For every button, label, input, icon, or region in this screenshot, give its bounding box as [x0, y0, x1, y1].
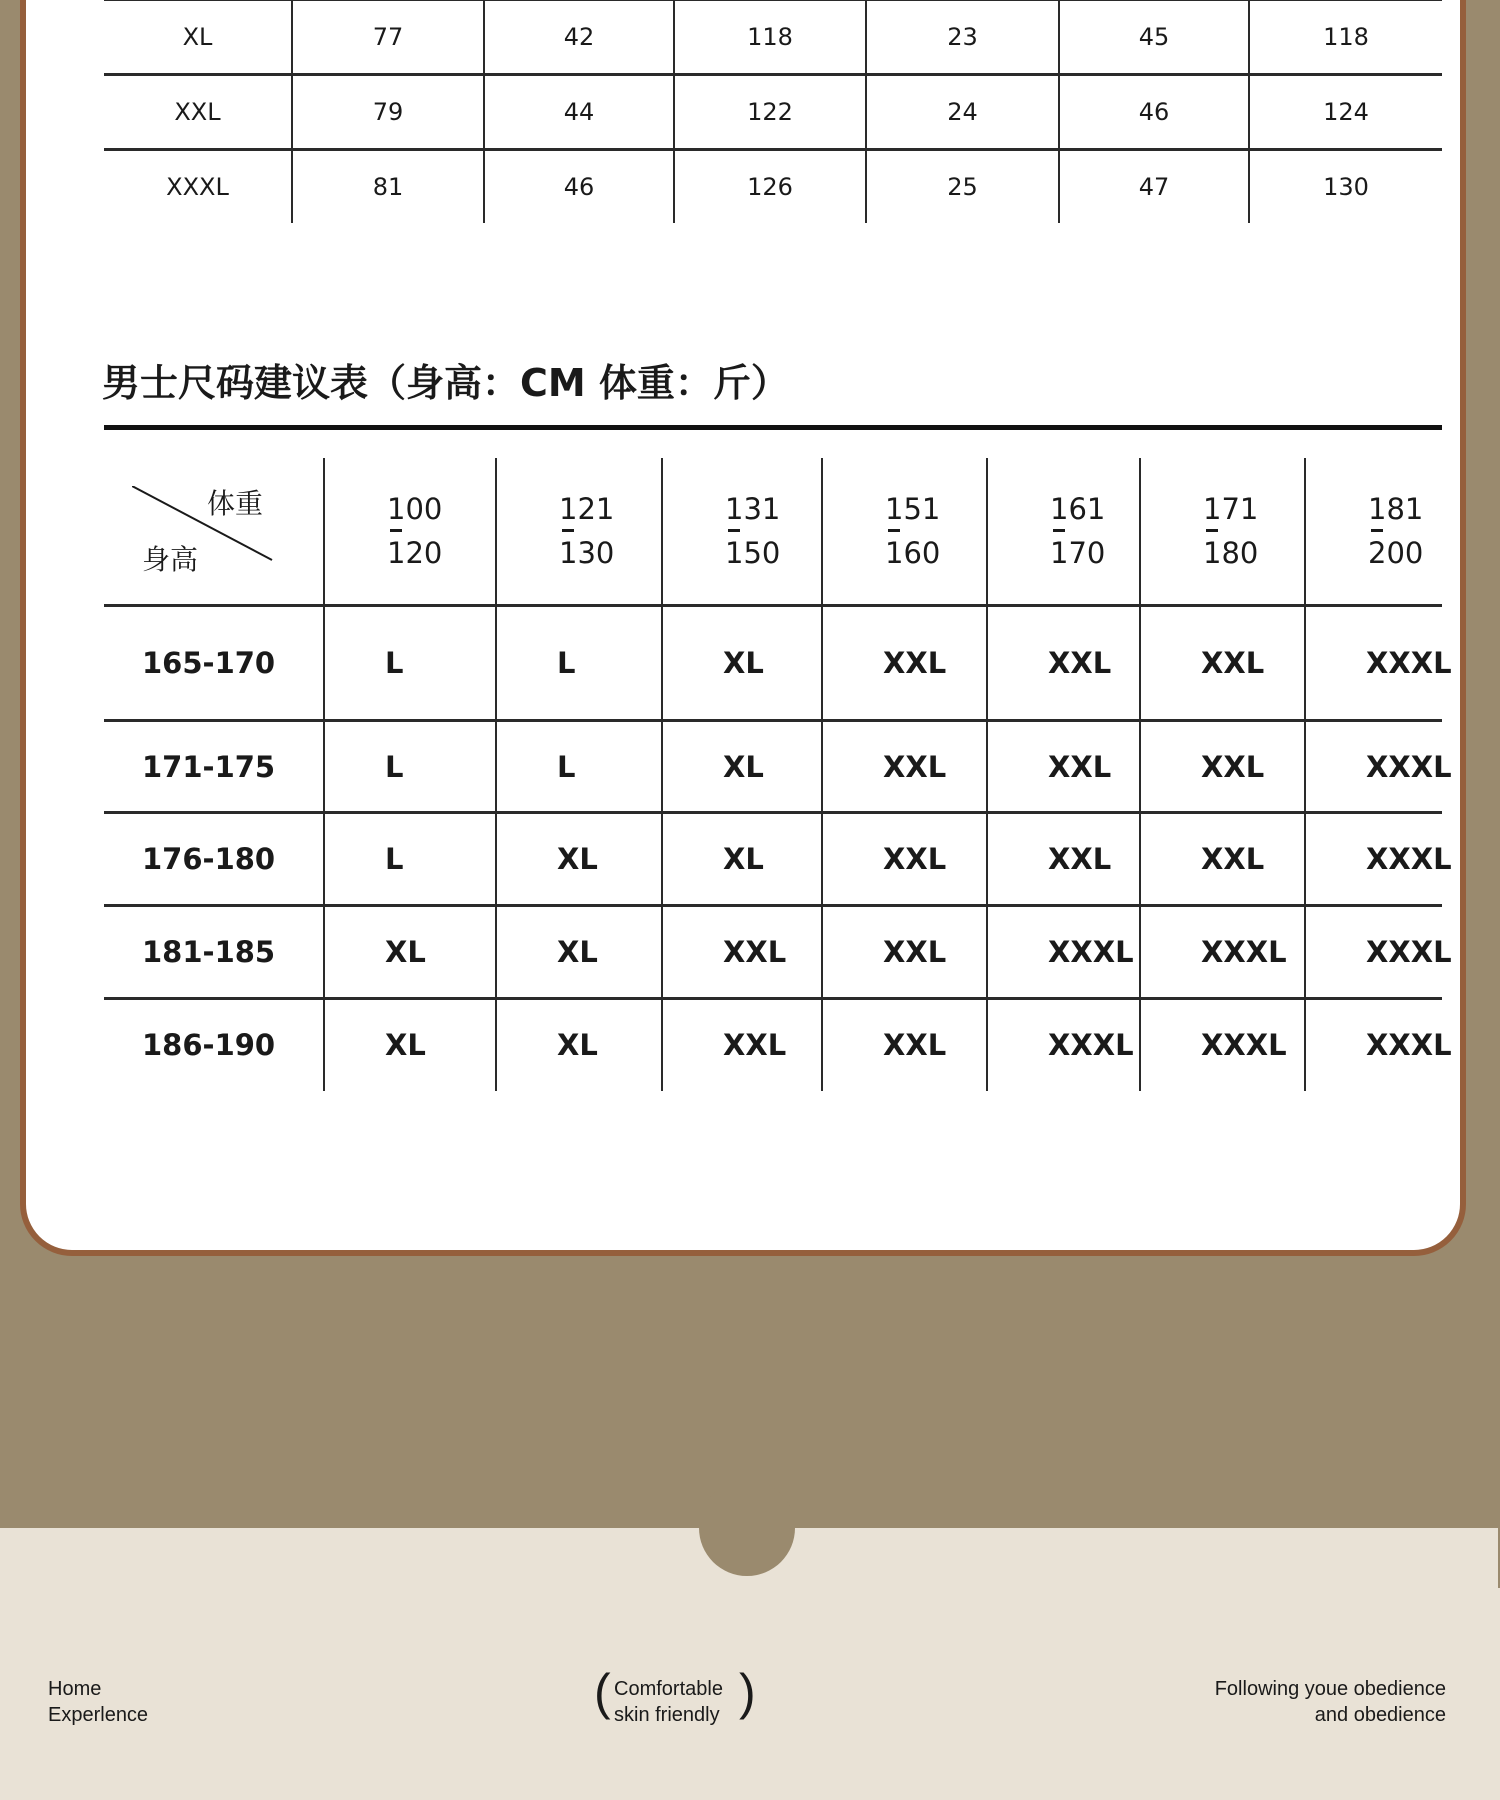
range-dash [1371, 529, 1383, 532]
size-cell: L [496, 721, 662, 813]
height-range-cell: 171-175 [104, 721, 324, 813]
footer-right-text [1215, 1676, 1446, 1728]
value-cell: 77 [292, 0, 484, 75]
value-cell: 118 [1249, 0, 1442, 75]
corner-cell [104, 458, 324, 606]
table-row [104, 813, 1442, 906]
weight-range-header [1140, 458, 1305, 606]
value-cell: 42 [484, 0, 674, 75]
size-cell: XXXL [1305, 606, 1442, 721]
value-cell: 124 [1249, 75, 1442, 150]
table-row [104, 0, 1442, 75]
value-cell: 44 [484, 75, 674, 150]
range-dash [888, 529, 900, 532]
weight-from: 161 [1050, 492, 1106, 526]
size-cell: XXXL [1366, 1028, 1452, 1063]
weight-from: 121 [559, 492, 615, 526]
size-cell: XXXL [987, 906, 1140, 999]
weight-to: 200 [1368, 536, 1424, 570]
size-cell: XXXL [987, 999, 1140, 1091]
size-cell: L [324, 606, 496, 721]
header-row [104, 458, 1442, 606]
table-row [104, 721, 1442, 813]
size-cell: XXL [822, 906, 987, 999]
size-cell: XL [662, 813, 822, 906]
size-recommendation-table [104, 458, 1452, 1091]
size-cell: XL [496, 999, 662, 1091]
value-cell: 79 [292, 75, 484, 150]
size-cell: XL [324, 906, 496, 999]
size-cell: XL [662, 721, 822, 813]
circle-notch [699, 1480, 795, 1576]
size-cell: XXL [987, 606, 1140, 721]
size-cell: XXXL [1140, 906, 1305, 999]
value-cell: 45 [1059, 0, 1249, 75]
weight-range-header [324, 458, 496, 606]
value-cell: 126 [674, 150, 866, 224]
size-cell: XXL [987, 813, 1140, 906]
size-cell: XL [104, 0, 292, 75]
size-card [20, 0, 1466, 1256]
weight-to: 170 [1050, 536, 1106, 570]
weight-to: 160 [885, 536, 941, 570]
table-row [104, 606, 1442, 721]
size-cell: XXL [822, 721, 987, 813]
size-cell: XL [496, 906, 662, 999]
weight-from: 100 [387, 492, 443, 526]
size-cell: XXXL [104, 150, 292, 224]
weight-to: 180 [1203, 536, 1259, 570]
table-row [104, 75, 1442, 150]
size-cell: XXXL [1305, 721, 1442, 813]
value-cell: 47 [1059, 150, 1249, 224]
size-cell: L [496, 606, 662, 721]
size-cell: XXL [987, 721, 1140, 813]
value-cell: 24 [866, 75, 1059, 150]
weight-to: 130 [559, 536, 615, 570]
size-cell: XXXL [1140, 999, 1305, 1091]
size-cell: XXL [822, 999, 987, 1091]
height-range-cell: 165-170 [104, 606, 324, 721]
weight-to: 150 [725, 536, 781, 570]
footer-strip [0, 1528, 1500, 1800]
weight-from: 181 [1368, 492, 1424, 526]
range-dash [390, 529, 402, 532]
size-cell: XXL [822, 606, 987, 721]
weight-range-header [662, 458, 822, 606]
weight-range-header [822, 458, 987, 606]
size-cell: XXXL [1305, 813, 1442, 906]
range-dash [1053, 529, 1065, 532]
weight-range-header [496, 458, 662, 606]
table-row [104, 906, 1442, 999]
value-cell: 122 [674, 75, 866, 150]
section-title: 男士尺码建议表（身高：CM 体重：斤） [102, 361, 789, 405]
table-row [104, 150, 1442, 224]
measurement-table [104, 0, 1442, 223]
open-paren: ( [594, 1664, 611, 1720]
size-cell: XXL [104, 75, 292, 150]
size-cell: XXL [1140, 813, 1305, 906]
value-cell: 23 [866, 0, 1059, 75]
footer-left-line: Home [48, 1678, 102, 1700]
value-cell: 46 [484, 150, 674, 224]
size-cell: XL [496, 813, 662, 906]
footer-middle-line: skin friendly [614, 1704, 720, 1726]
footer-right-line: Following youe obedience [1214, 1678, 1446, 1700]
value-cell: 118 [674, 0, 866, 75]
weight-range-header [1305, 458, 1442, 606]
size-cell: XL [662, 606, 822, 721]
size-cell: XL [324, 999, 496, 1091]
weight-from: 171 [1203, 492, 1259, 526]
value-cell: 46 [1059, 75, 1249, 150]
range-dash [562, 529, 574, 532]
size-cell: XXL [1140, 721, 1305, 813]
weight-from: 131 [725, 492, 781, 526]
weight-range-header [987, 458, 1140, 606]
table-row [104, 999, 1442, 1091]
weight-from: 151 [885, 492, 941, 526]
footer-right-line: and obedience [1314, 1704, 1446, 1726]
range-dash [728, 529, 740, 532]
size-cell: XXL [662, 906, 822, 999]
size-cell: XXXL [1305, 906, 1442, 999]
weight-to: 120 [387, 536, 443, 570]
weight-axis-label: 体重 [207, 487, 264, 520]
height-range-cell: 181-185 [104, 906, 324, 999]
size-cell: XXL [662, 999, 822, 1091]
size-cell: L [324, 721, 496, 813]
footer-middle-line: Comfortable [614, 1678, 723, 1700]
size-cell: L [324, 813, 496, 906]
range-dash [1206, 529, 1218, 532]
height-range-cell: 176-180 [104, 813, 324, 906]
size-cell: XXL [1140, 606, 1305, 721]
height-axis-label: 身高 [142, 543, 199, 576]
close-paren: ) [739, 1664, 756, 1720]
value-cell: 25 [866, 150, 1059, 224]
value-cell: 81 [292, 150, 484, 224]
footer-left-line: Experlence [48, 1704, 149, 1726]
height-range-cell: 186-190 [104, 999, 324, 1091]
title-divider [104, 425, 1442, 430]
value-cell: 130 [1323, 173, 1369, 201]
footer-left-text [48, 1676, 148, 1728]
size-cell: XXL [822, 813, 987, 906]
